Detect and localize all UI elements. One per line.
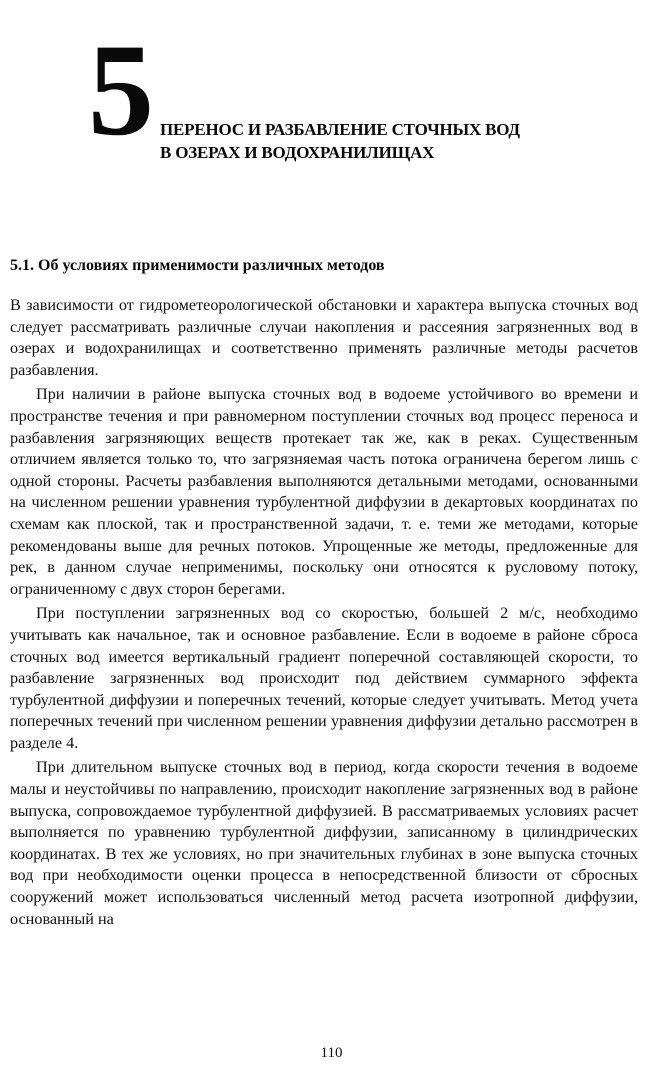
chapter-title-line-2: В ОЗЕРАХ И ВОДОХРАНИЛИЩАХ <box>160 143 435 162</box>
page-number: 110 <box>320 1045 343 1061</box>
chapter-title <box>160 118 580 164</box>
chapter-title-line-1: ПЕРЕНОС И РАЗБАВЛЕНИЕ СТОЧНЫХ ВОД <box>160 120 520 139</box>
paragraph: При поступлении загрязненных вод со скоростью, большей 2 м/с, необходимо учитывать как начальное, так и основное разбавление. Если в водоеме в районе сброса сточных вод имеется вертикальный градиент поперечной составляющей скорости, то разбавление загрязненных вод происходит под действием суммарного эффекта турбулентной диффузии и поперечных течений, которые следует учитывать. Метод учета поперечных течений при численном решении уравнения диффузии детально рассмотрен в разделе 4. <box>10 604 638 752</box>
chapter-number: 5 <box>88 16 152 163</box>
body-text <box>10 295 638 933</box>
paragraph: В зависимости от гидрометеорологической обстановки и характера выпуска сточных вод следует рассматривать различные случаи накопления и рассеяния загрязненных вод в озерах и водохранилищах и соответственно применять различные методы расчетов разбавления. <box>10 296 638 379</box>
paragraph: При длительном выпуске сточных вод в период, когда скорости течения в водоеме малы и неустойчивы по направлению, происходит накопление загрязненных вод в районе выпуска, сопровождаемое турбулентной диффузией. В рассматриваемых условиях расчет выполняется по уравнению турбулентной диффузии, записанному в цилиндрических координатах. В тех же условиях, но при значительных глубинах в зоне выпуска сточных вод при необходимости оценки процесса в непосредственной близости от сбросных сооружений может использоваться численный метод расчета изотропной диффузии, основанный на <box>10 758 638 928</box>
section-heading: 5.1. Об условиях применимости различных методов <box>10 257 385 274</box>
paragraph: При наличии в районе выпуска сточных вод в водоеме устойчивого во времени и пространстве течения и при равномерном поступлении сточных вод процесс переноса и разбавления загрязняющих веществ протекает так же, как в реках. Существенным отличием является только то, что загрязняемая часть потока ограничена берегом лишь с одной стороны. Расчеты разбавления выполняются детальными методами, основанными на численном решении уравнения турбулентной диффузии в декартовых координатах по схемам как плоской, так и пространственной задачи, т. е. теми же методами, которые рекомендованы выше для речных потоков. Упрощенные же методы, предложенные для рек, в данном случае неприменимы, поскольку они относятся к русловому потоку, ограниченному с двух сторон берегами. <box>10 385 638 598</box>
